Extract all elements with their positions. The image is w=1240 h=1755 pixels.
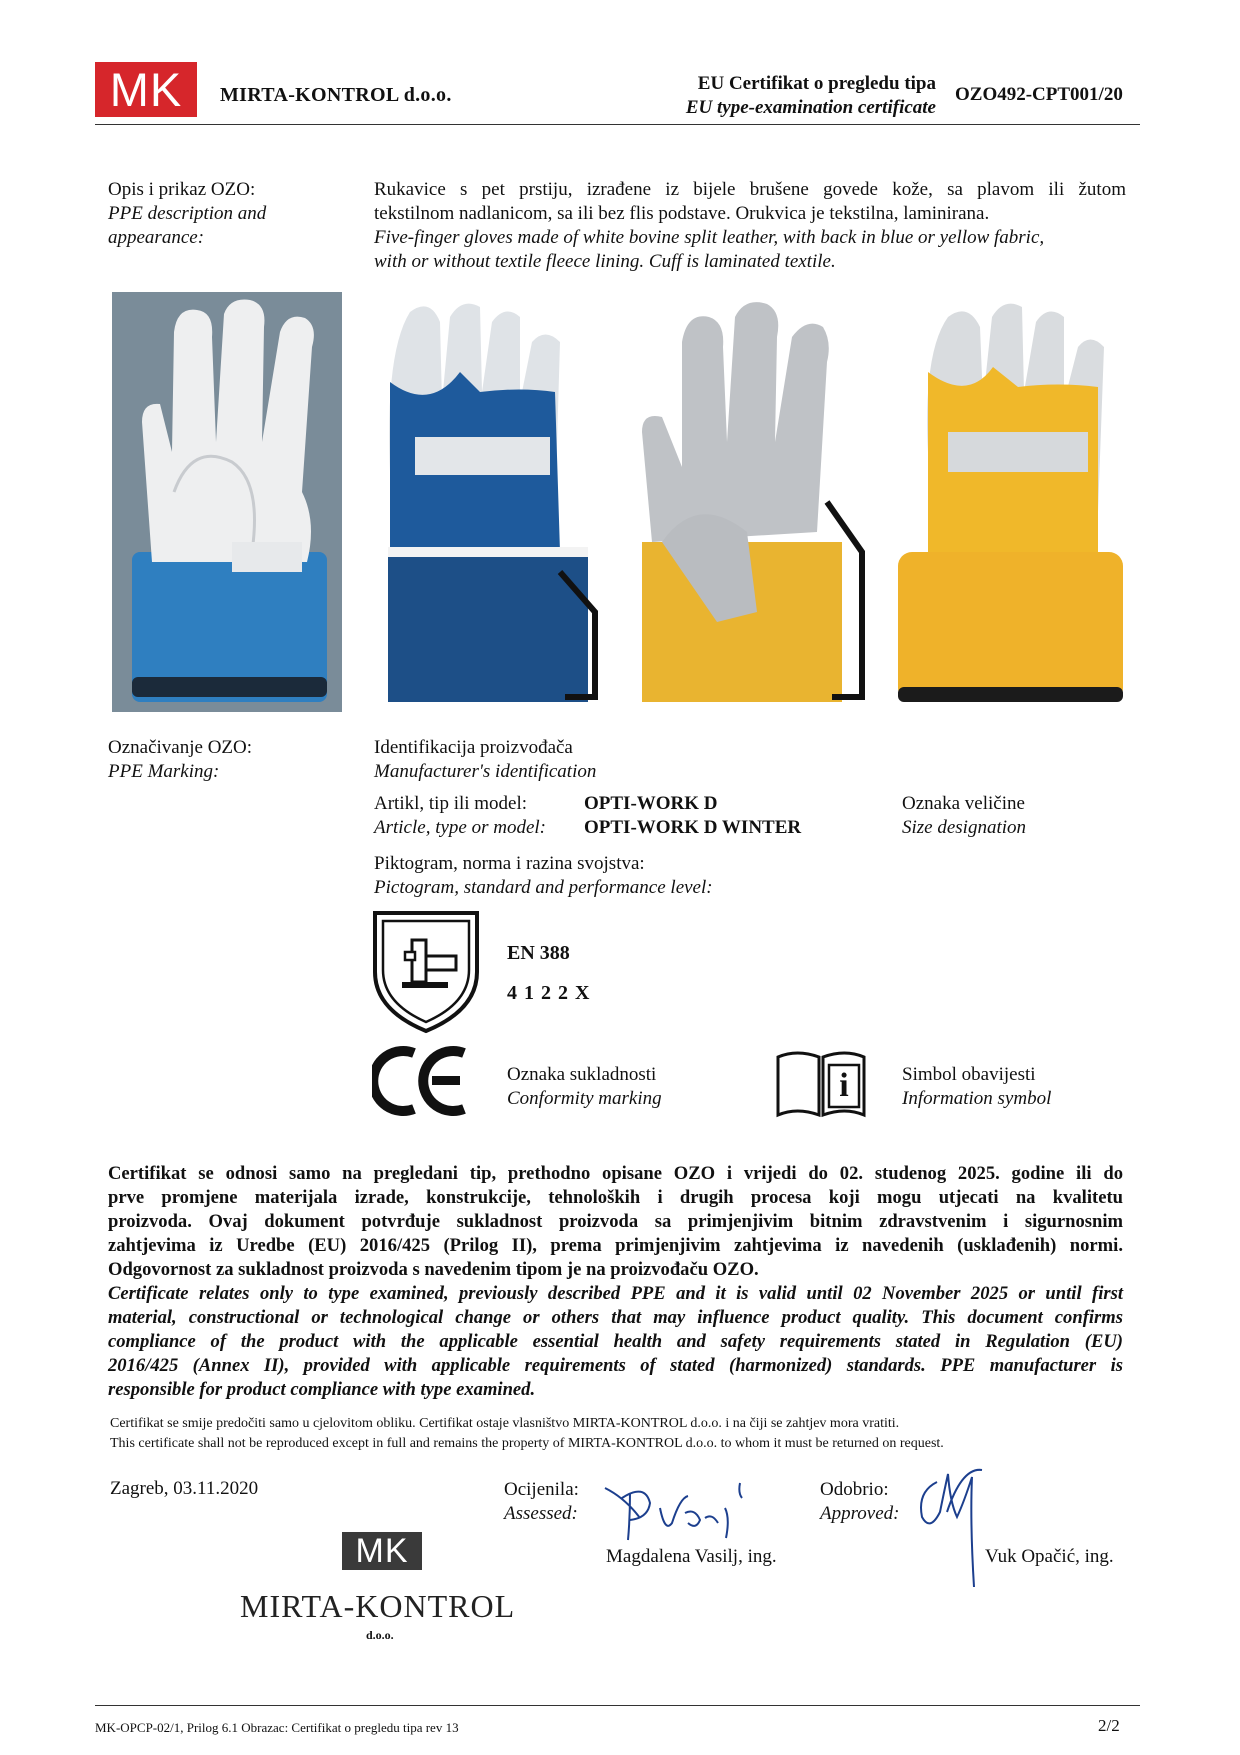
statement-hr-1: Certifikat se odnosi samo na pregledani tip, prethodno opisane OZO i vrijedi do 02. studenog 2025. godine ili do	[108, 1163, 1123, 1184]
pictogram-label-en: Pictogram, standard and performance level:	[374, 877, 713, 898]
en388-shield-icon	[372, 910, 480, 1039]
information-symbol-label	[902, 1063, 1051, 1111]
stamp-company: MIRTA-KONTROL	[240, 1588, 516, 1624]
info-letter: i	[839, 1067, 849, 1104]
stamp-suffix: d.o.o.	[366, 1628, 394, 1642]
assessed-label	[504, 1478, 579, 1526]
conformity-marking-en: Conformity marking	[507, 1088, 662, 1109]
information-book-icon	[775, 1047, 867, 1119]
pictogram-label-hr: Piktogram, norma i razina svojstva:	[374, 853, 645, 874]
form-reference: MK-OPCP-02/1, Prilog 6.1 Obrazac: Certifikat o pregledu tipa rev 13	[95, 1720, 459, 1735]
conformity-marking	[507, 1063, 662, 1111]
description-text	[374, 178, 1126, 274]
approved-label-hr: Odobrio:	[820, 1479, 889, 1500]
conformity-marking-hr: Oznaka sukladnosti	[507, 1064, 657, 1085]
glove-photo-yellow-palm	[627, 292, 873, 712]
manufacturer-id-hr: Identifikacija proizvođača	[374, 737, 573, 758]
manufacturer-identification	[374, 736, 596, 784]
description-label	[108, 178, 266, 250]
information-symbol-en: Information symbol	[902, 1088, 1052, 1109]
performance-level: 4 1 2 2 X	[507, 982, 591, 1004]
company-name: MIRTA-KONTROL d.o.o.	[220, 84, 452, 106]
certificate-number: OZO492-CPT001/20	[955, 84, 1123, 105]
standard-name: EN 388	[507, 942, 570, 964]
glove-photo-blue-palm	[112, 292, 342, 712]
approved-label	[820, 1478, 900, 1526]
size-designation-en: Size designation	[902, 817, 1027, 838]
validity-statement	[108, 1162, 1123, 1402]
article-label	[374, 792, 546, 840]
assessed-label-hr: Ocijenila:	[504, 1479, 579, 1500]
description-hr-2: tekstilnom nadlanicom, sa ili bez flis podstave. Orukvica je tekstilna, laminirana.	[374, 203, 990, 224]
statement-hr-3: proizvoda. Ovaj dokument potvrđuje sukladnost proizvoda sa primjenjivim bitnim zdravstvenim i sigurnosnim	[108, 1211, 1123, 1232]
certificate-title-hr: EU Certifikat o pregledu tipa	[697, 73, 936, 94]
statement-hr-4: zahtjevima iz Uredbe (EU) 2016/425 (Prilog II), prema primjenjivim zahtjevima iz navedenih (usklađenih) normi.	[108, 1235, 1123, 1256]
assessed-label-en: Assessed:	[504, 1503, 578, 1524]
model-names	[584, 792, 801, 840]
marking-label-hr: Označivanje OZO:	[108, 737, 253, 758]
statement-en-5: responsible for product compliance with type examined.	[108, 1379, 536, 1400]
statement-en-1: Certificate relates only to type examined, previously described PPE and it is valid until 02 November 2025 or until first	[108, 1283, 1123, 1304]
ce-mark-icon	[372, 1045, 472, 1122]
marking-label-en: PPE Marking:	[108, 761, 220, 782]
stamp-logo: MK	[342, 1532, 422, 1570]
certificate-title	[610, 72, 936, 120]
article-label-en: Article, type or model:	[374, 817, 547, 838]
description-hr-1: Rukavice s pet prstiju, izrađene iz bijele brušene govede kože, sa plavom ili žutom	[374, 179, 1126, 200]
description-label-en-1: PPE description and	[108, 203, 267, 224]
statement-en-4: 2016/425 (Annex II), provided with applicable requirements of stated (harmonized) standards. PPE manufacturer is	[108, 1355, 1123, 1376]
certificate-title-en: EU type-examination certificate	[685, 97, 936, 118]
information-symbol-hr: Simbol obavijesti	[902, 1064, 1036, 1085]
description-en-2: with or without textile fleece lining. Cuff is laminated textile.	[374, 251, 836, 272]
notice-hr: Certifikat se smije predočiti samo u cjelovitom obliku. Certifikat ostaje vlasništvo MIRTA-KONTROL d.o.o. i na čiji se zahtjev mora vratiti.	[110, 1416, 900, 1431]
description-en-1: Five-finger gloves made of white bovine split leather, with back in blue or yellow fabric,	[374, 227, 1045, 248]
statement-en-3: compliance of the product with the applicable essential health and safety requirements stated in Regulation (EU)	[108, 1331, 1123, 1352]
page-number: 2/2	[1098, 1716, 1120, 1735]
assessor-signature	[600, 1478, 770, 1553]
header-logo: MK	[95, 62, 197, 117]
marking-label	[108, 736, 252, 784]
approver-signature	[912, 1462, 992, 1597]
article-label-hr: Artikl, tip ili model:	[374, 793, 528, 814]
description-label-en-2: appearance:	[108, 227, 205, 248]
notice-en: This certificate shall not be reproduced except in full and remains the property of MIRTA-KONTROL d.o.o. to whom it must be returned on request.	[110, 1436, 944, 1451]
statement-hr-5: Odgovornost za sukladnost proizvoda s navedenim tipom je na proizvođaču OZO.	[108, 1259, 759, 1280]
statement-hr-2: prve promjene materijala izrade, konstrukcije, tehnoloških i drugih procesa koji mogu utjecati na kvalitetu	[108, 1187, 1123, 1208]
model-name-1: OPTI-WORK D	[584, 793, 718, 814]
place-date: Zagreb, 03.11.2020	[110, 1478, 259, 1499]
reproduction-notice	[110, 1414, 944, 1454]
approver-name: Vuk Opačić, ing.	[985, 1546, 1114, 1567]
description-label-hr: Opis i prikaz OZO:	[108, 179, 256, 200]
approved-label-en: Approved:	[820, 1503, 900, 1524]
manufacturer-id-en: Manufacturer's identification	[374, 761, 597, 782]
glove-photo-blue-back	[370, 292, 608, 712]
glove-photo-yellow-back	[888, 292, 1130, 712]
statement-en-2: material, constructional or technological change or others that may influence product quality. This document confirms	[108, 1307, 1123, 1328]
pictogram-label	[374, 852, 713, 900]
model-name-2: OPTI-WORK D WINTER	[584, 817, 802, 838]
footer-divider	[95, 1705, 1140, 1706]
size-designation-hr: Oznaka veličine	[902, 793, 1025, 814]
header-divider	[95, 124, 1140, 125]
assessor-name: Magdalena Vasilj, ing.	[606, 1546, 777, 1567]
size-designation	[902, 792, 1026, 840]
